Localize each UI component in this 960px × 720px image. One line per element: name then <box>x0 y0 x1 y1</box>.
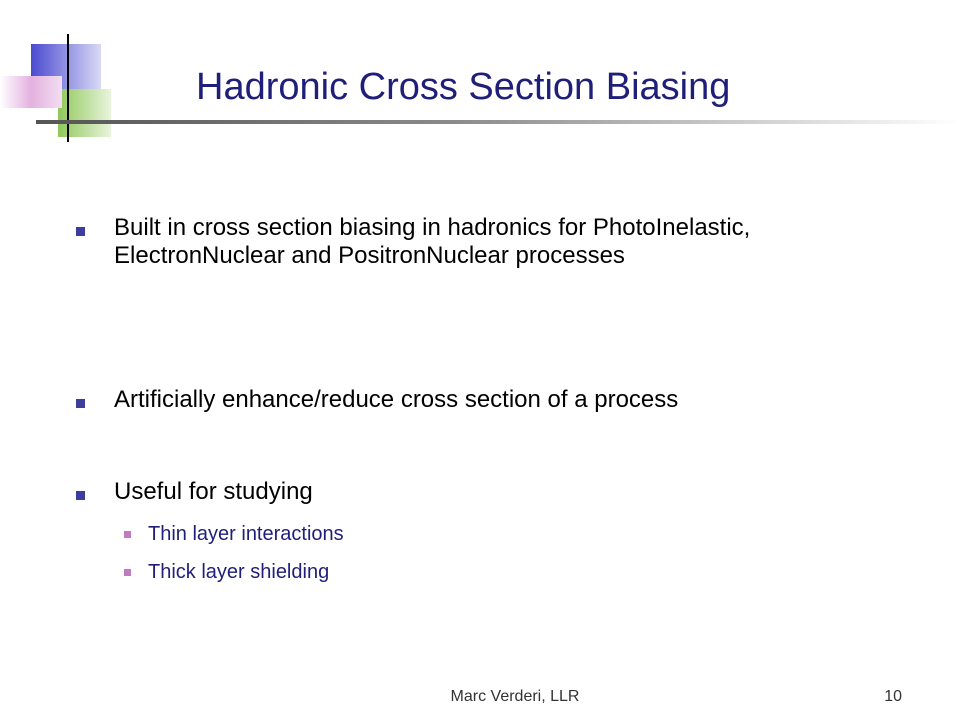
sub-bullet-item <box>124 522 344 546</box>
corner-decoration <box>0 0 120 150</box>
page-number: 10 <box>884 688 902 705</box>
title-underline <box>36 120 960 124</box>
slide-title: Hadronic Cross Section Biasing <box>196 66 731 108</box>
bullet-square-icon <box>76 227 85 236</box>
sub-bullet-text: Thick layer shielding <box>148 561 330 583</box>
deco-pink-band <box>0 76 62 108</box>
sub-bullet-square-icon <box>124 569 131 576</box>
bullet-item <box>76 214 884 270</box>
footer-author: Marc Verderi, LLR <box>450 688 580 705</box>
sub-bullet-text: Thin layer interactions <box>148 523 344 545</box>
deco-green-square <box>58 89 111 137</box>
bullet-square-icon <box>76 399 85 408</box>
bullet-square-icon <box>76 491 85 500</box>
bullet-item <box>76 478 884 506</box>
sub-bullet-item <box>124 560 329 584</box>
bullet-text: Useful for studying <box>114 478 313 505</box>
bullet-text: Built in cross section biasing in hadronics for PhotoInelastic, ElectronNuclear and PositronNuclear processes <box>114 214 751 269</box>
bullet-text: Artificially enhance/reduce cross section of a process <box>114 386 679 413</box>
sub-bullet-square-icon <box>124 531 131 538</box>
bullet-item <box>76 386 884 414</box>
